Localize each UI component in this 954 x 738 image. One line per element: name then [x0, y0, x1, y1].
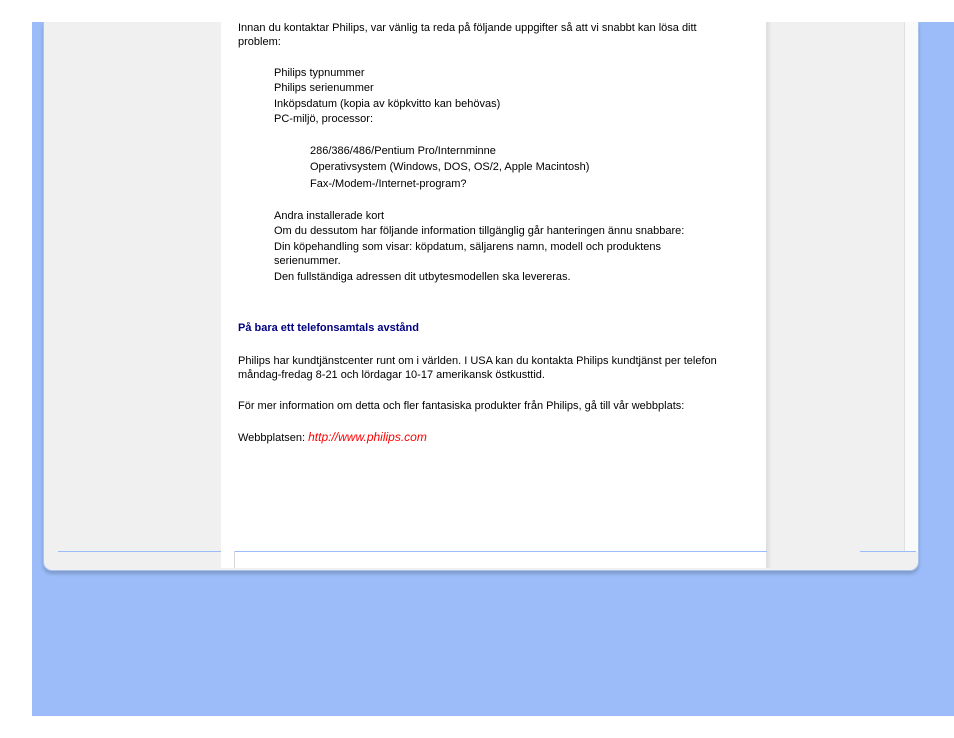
footer-divider-middle — [234, 551, 767, 552]
list-item: Din köpehandling som visar: köpdatum, säljarens namn, modell och produktens — [274, 241, 662, 253]
list-item: Philips serienummer — [274, 82, 374, 94]
intro-text-line-1: Innan du kontaktar Philips, var vänlig ta reda på följande uppgifter så att vi snabbt kan lösa ditt — [238, 22, 697, 34]
website-link[interactable]: http://www.philips.com — [308, 430, 427, 444]
right-margin-strip — [904, 22, 919, 552]
paragraph: För mer information om detta och fler fantasiska produkter från Philips, gå till vår webbplats: — [238, 400, 685, 412]
list-item: Philips typnummer — [274, 67, 365, 79]
list-item: PC-miljö, processor: — [274, 113, 374, 125]
website-line — [238, 431, 427, 445]
website-label: Webbplatsen: — [238, 432, 309, 444]
panel-shadow — [766, 22, 772, 568]
section-heading: På bara ett telefonsamtals avstånd — [238, 322, 419, 334]
intro-text-line-2: problem: — [238, 36, 281, 48]
list-item: Om du dessutom har följande information tillgänglig går hanteringen ännu snabbare: — [274, 225, 685, 237]
sub-list-item: 286/386/486/Pentium Pro/Internminne — [310, 145, 496, 157]
list-item: Inköpsdatum (kopia av köpkvitto kan behövas) — [274, 98, 501, 110]
footer-divider-left — [58, 551, 221, 552]
list-item: Den fullständiga adressen dit utbytesmodellen ska levereras. — [274, 271, 571, 283]
list-item: serienummer. — [274, 255, 341, 267]
footer-divider-right — [860, 551, 916, 552]
paragraph-line-1: Philips har kundtjänstcenter runt om i världen. I USA kan du kontakta Philips kundtjänst per telefon — [238, 355, 717, 367]
sub-list-item: Fax-/Modem-/Internet-program? — [310, 178, 467, 190]
footer-tick — [234, 551, 235, 568]
paragraph-line-2: måndag-fredag 8-21 och lördagar 10-17 amerikansk östkusttid. — [238, 369, 545, 381]
list-item: Andra installerade kort — [274, 210, 385, 222]
sub-list-item: Operativsystem (Windows, DOS, OS/2, Apple Macintosh) — [310, 161, 590, 173]
